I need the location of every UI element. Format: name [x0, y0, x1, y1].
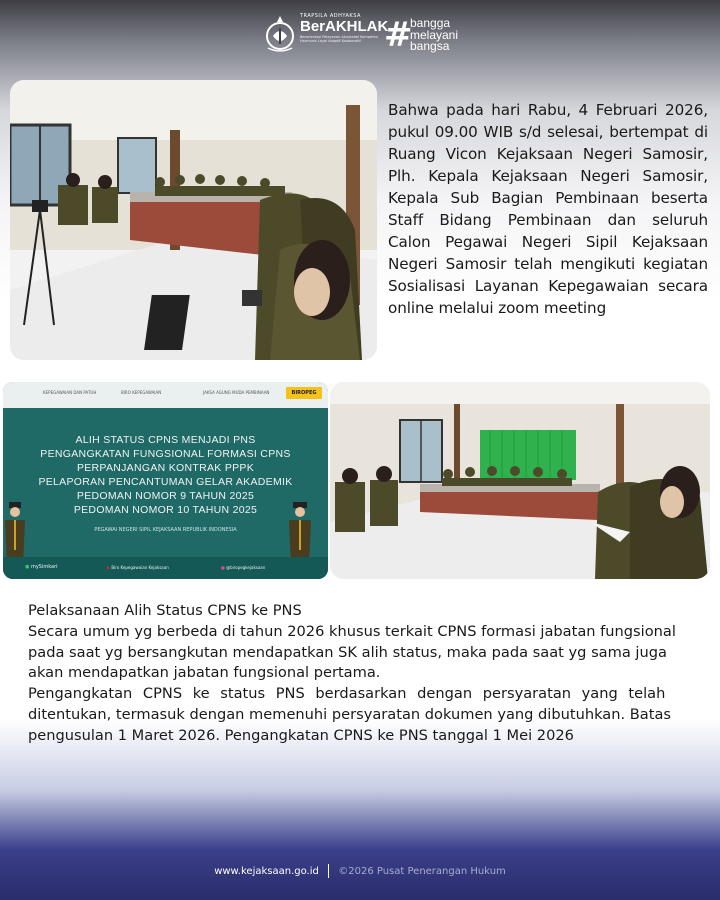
event-description: Bahwa pada hari Rabu, 4 Februari 2026, pukul 09.00 WIB s/d selesai, bertempat di Ruang Vicon Kejaksaan Negeri Samosir, Plh. Kepala Kejaksaan Negeri Samosir, Kepala Sub Bagian Pembinaan beserta Staff Bidang Pembinaan dan seluruh Calon Pegawai Negeri Sipil Kejaksaan Negeri Samosir telah mengikuti kegiatan Sosialisasi Layanan Kepegawaian secara online melalui zoom meeting — [388, 101, 708, 317]
meeting-room-photo — [10, 80, 377, 360]
app-icon: ● — [25, 564, 30, 570]
slide-foot-right — [221, 565, 265, 570]
section-line: Pengangkatan CPNS ke status PNS berdasarkan dengan persyaratan yang telah — [28, 685, 666, 703]
slide-line: PENGANGKATAN FUNGSIONAL FORMASI CPNS — [40, 448, 291, 460]
slide-foot-left-text: mySimkari — [30, 564, 58, 570]
slide-foot-left — [25, 564, 58, 570]
slide-top-right-text: JAKSA AGUNG MUDA PEMBINAAN — [203, 390, 270, 395]
kejaksaan-seal-icon — [262, 14, 298, 54]
section-title: Pelaksanaan Alih Status CPNS ke PNS — [28, 602, 302, 619]
tagline-small: TRAPSILA ADHYAKSA — [300, 13, 361, 19]
slide-org-line: PEGAWAI NEGERI SIPIL KEJAKSAAN REPUBLIK INDONESIA — [94, 527, 237, 533]
slide-background — [3, 382, 328, 579]
website-link[interactable]: www.kejaksaan.go.id — [214, 866, 319, 877]
instagram-icon: ■ — [221, 565, 225, 570]
slide-line: PERPANJANGAN KONTRAK PPPK — [76, 462, 255, 474]
slide-top-left-text: KEPEGAWAIAN DAN PATUH — [43, 390, 97, 395]
slide-line: ALIH STATUS CPNS MENJADI PNS — [75, 434, 256, 446]
tagline-big: BerAKHLAK — [300, 18, 389, 35]
slide-line: PEDOMAN NOMOR 10 TAHUN 2025 — [73, 504, 258, 516]
berakhlak-logo — [300, 13, 389, 57]
hashtag-icon: # — [384, 15, 413, 55]
section-line: akan mendapatkan jabatan fungsional pertama. — [28, 664, 381, 682]
hashtag-line: melayani — [410, 27, 459, 42]
section-line: ditentukan, termasuk dengan memenuhi persyaratan dokumen yang dibutuhkan. Batas — [28, 705, 671, 723]
footer — [0, 864, 720, 878]
tagline-tiny: Berorientasi Pelayanan Akuntabel Kompeten Harmonis Loyal Adaptif Kolaboratif — [300, 35, 378, 43]
section-line: pengusulan 1 Maret 2026. Pengangkatan CPNS ke PNS tanggal 1 Mei 2026 — [28, 726, 574, 744]
slide-foot-right-text: @biropegkejaksaan — [226, 565, 266, 570]
footer-divider — [328, 864, 329, 878]
cpns-section — [28, 601, 718, 747]
presentation-slide-image — [3, 382, 328, 579]
slide-foot-mid — [107, 565, 169, 570]
slide-top-mid-text: BIRO KEPEGAWAIAN — [121, 390, 162, 395]
section-line: pada saat yg bersangkutan mendapatkan SK alih status, maka pada saat yg sama juga — [28, 643, 667, 661]
section-line: Secara umum yg berbeda di tahun 2026 khusus terkait CPNS formasi jabatan fungsional — [28, 622, 676, 640]
slide-top-bar — [3, 382, 328, 408]
biropeg-badge: BIROPEG — [286, 387, 322, 399]
meeting-room-photo-2 — [330, 382, 710, 579]
header-branding — [0, 8, 720, 60]
hashtag-line: bangga — [410, 16, 451, 30]
slide-line: PELAPORAN PENCANTUMAN GELAR AKADEMIK — [38, 476, 293, 488]
copyright-text: ©2026 Pusat Penerangan Hukum — [338, 866, 506, 877]
slide-foot-mid-text: Biro Kepegawaian Kejaksaan — [111, 565, 169, 570]
bangga-melayani-bangsa — [410, 18, 458, 53]
youtube-icon: ▶ — [107, 565, 111, 570]
slide-line: PEDOMAN NOMOR 9 TAHUN 2025 — [76, 490, 255, 502]
hashtag-line: bangsa — [410, 39, 450, 53]
